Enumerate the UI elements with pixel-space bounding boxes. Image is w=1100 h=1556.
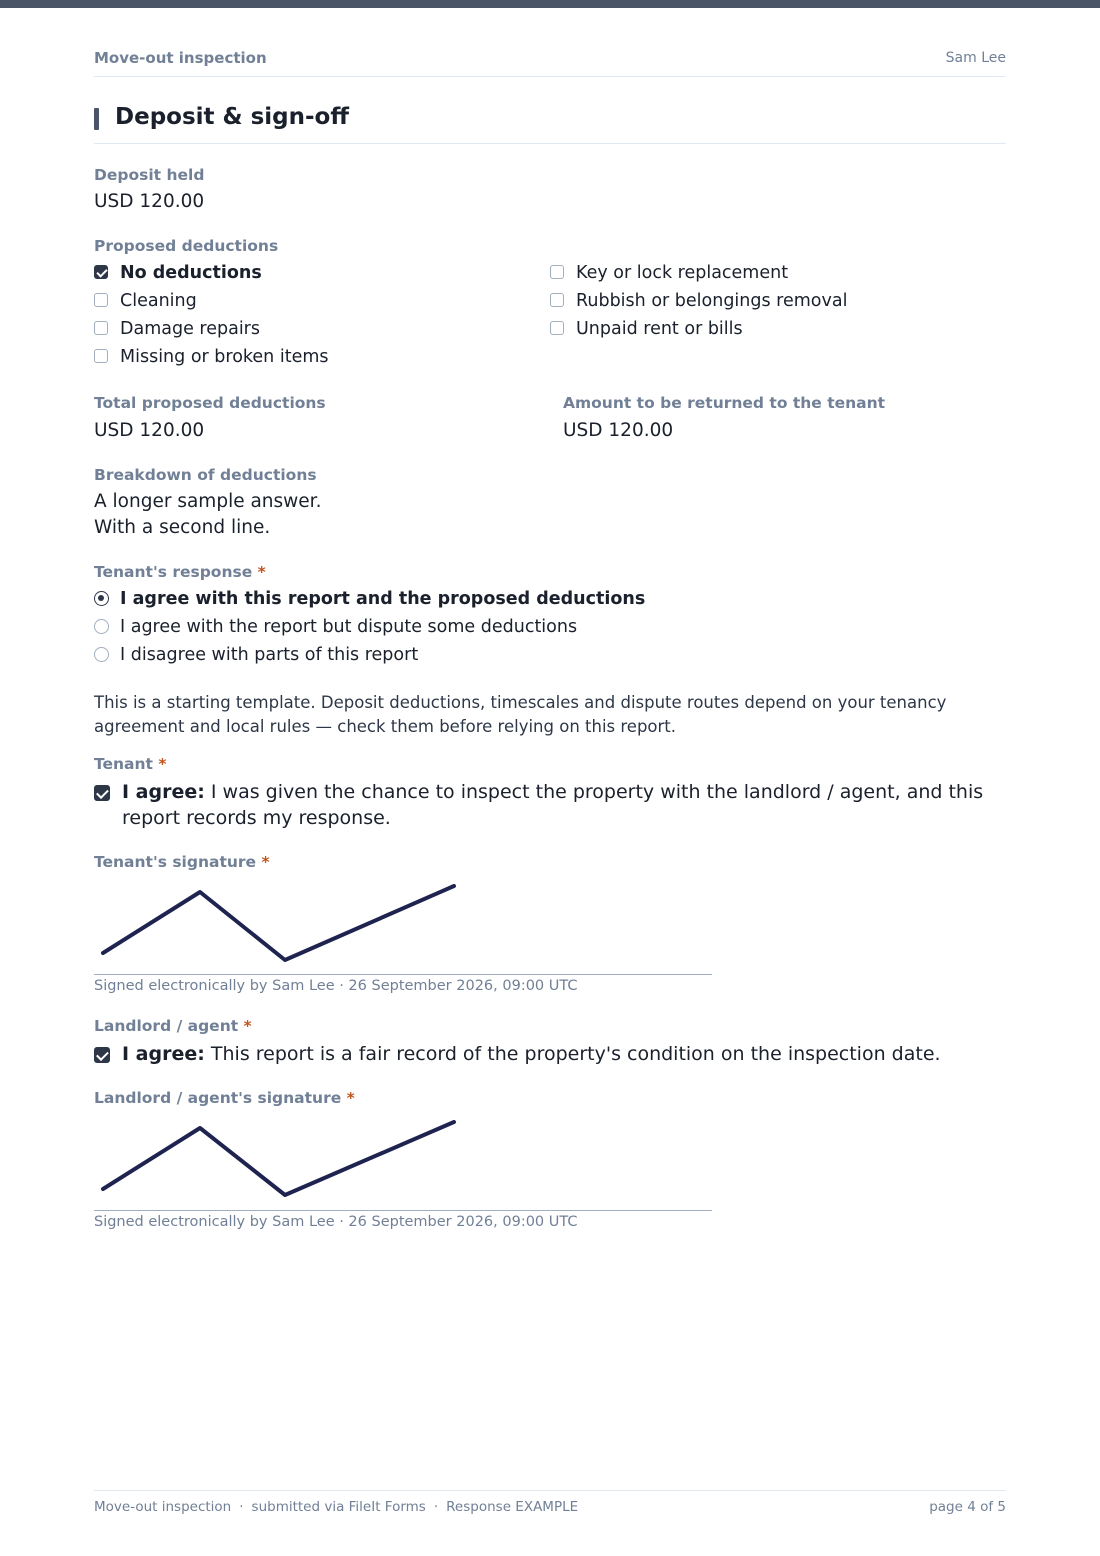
- checkbox[interactable]: [550, 321, 564, 335]
- landlord-signature-label-text: Landlord / agent's signature: [94, 1089, 342, 1107]
- tenant-agree-text: [122, 779, 1006, 831]
- option-label: I disagree with parts of this report: [120, 645, 419, 665]
- tenant-signature-label-text: Tenant's signature: [94, 853, 257, 871]
- breakdown-line-1: A longer sample answer.: [94, 491, 322, 512]
- landlord-label: [94, 1017, 252, 1035]
- tenant-signature-label: [94, 853, 270, 871]
- top-accent-bar: [0, 0, 1100, 8]
- landlord-signature-caption: Signed electronically by Sam Lee · 26 September 2026, 09:00 UTC: [94, 1214, 578, 1230]
- amount-returned-label: Amount to be returned to the tenant: [563, 394, 886, 412]
- option-label: Missing or broken items: [120, 347, 329, 367]
- form-title: Move-out inspection: [94, 49, 267, 67]
- landlord-agree-text: [122, 1041, 1006, 1067]
- amount-returned-value: USD 120.00: [563, 420, 674, 441]
- page-footer: [94, 1490, 1006, 1521]
- footer-info: [94, 1499, 578, 1515]
- section-header: [94, 104, 1006, 144]
- checkbox[interactable]: [94, 293, 108, 307]
- breakdown-line-2: With a second line.: [94, 517, 271, 538]
- option-label: I agree with this report and the proposed deductions: [120, 589, 646, 609]
- option-label: Damage repairs: [120, 319, 260, 339]
- option-label: Cleaning: [120, 291, 197, 311]
- required-mark: *: [257, 563, 266, 581]
- proposed-deductions-label: Proposed deductions: [94, 237, 279, 255]
- checkbox[interactable]: [94, 321, 108, 335]
- footer-response-id: Response EXAMPLE: [446, 1499, 579, 1515]
- required-mark: *: [243, 1017, 252, 1035]
- checkbox[interactable]: [94, 349, 108, 363]
- landlord-signature-pad[interactable]: [94, 1112, 712, 1211]
- checkbox-checked[interactable]: [94, 785, 110, 801]
- required-mark: *: [261, 853, 270, 871]
- checkbox[interactable]: [550, 293, 564, 307]
- tenant-label: [94, 755, 166, 773]
- page-number: page 4 of 5: [929, 1499, 1006, 1515]
- landlord-signature-label: [94, 1089, 355, 1107]
- total-deductions-value: USD 120.00: [94, 420, 205, 441]
- tenant-signature-image: [94, 876, 712, 974]
- footer-form-name: Move-out inspection: [94, 1499, 232, 1515]
- total-deductions-label: Total proposed deductions: [94, 394, 326, 412]
- tenant-signature-pad[interactable]: [94, 876, 712, 975]
- breakdown-label: Breakdown of deductions: [94, 466, 317, 484]
- option-label: I agree with the report but dispute some deductions: [120, 617, 578, 637]
- tenant-response-label-text: Tenant's response: [94, 563, 253, 581]
- checkbox-checked[interactable]: [94, 265, 108, 279]
- option-label: Rubbish or belongings removal: [576, 291, 848, 311]
- section-title: Deposit & sign-off: [115, 104, 349, 130]
- agree-statement: I was given the chance to inspect the property with the landlord / agent, and this report records my response.: [122, 781, 984, 829]
- required-mark: *: [158, 755, 167, 773]
- option-label: No deductions: [120, 263, 262, 283]
- landlord-signature-image: [94, 1112, 712, 1210]
- page-header: [94, 48, 1006, 77]
- agree-statement: This report is a fair record of the property's condition on the inspection date.: [210, 1043, 941, 1065]
- radio[interactable]: [94, 619, 109, 634]
- checkbox[interactable]: [550, 265, 564, 279]
- deposit-held-label: Deposit held: [94, 166, 205, 184]
- required-mark: *: [346, 1089, 355, 1107]
- section-accent-bar: [94, 108, 99, 130]
- checkbox-checked[interactable]: [94, 1047, 110, 1063]
- landlord-label-text: Landlord / agent: [94, 1017, 239, 1035]
- landlord-agree-checkbox-row[interactable]: [94, 1041, 1006, 1067]
- tenant-agree-checkbox-row[interactable]: [94, 779, 1006, 831]
- tenant-signature-caption: Signed electronically by Sam Lee · 26 September 2026, 09:00 UTC: [94, 978, 578, 994]
- radio-selected[interactable]: [94, 591, 109, 606]
- agree-prefix: I agree:: [122, 781, 205, 803]
- tenant-label-text: Tenant: [94, 755, 153, 773]
- template-note: This is a starting template. Deposit deductions, timescales and dispute routes depend on your tenancy agreement and local rules — check them before relying on this report.: [94, 693, 947, 736]
- user-name: Sam Lee: [945, 50, 1006, 66]
- option-label: Unpaid rent or bills: [576, 319, 743, 339]
- radio[interactable]: [94, 647, 109, 662]
- footer-separator: ·: [433, 1499, 439, 1515]
- agree-prefix: I agree:: [122, 1043, 205, 1065]
- tenant-response-label: [94, 563, 266, 581]
- footer-submitted: submitted via FileIt Forms: [251, 1499, 426, 1515]
- option-label: Key or lock replacement: [576, 263, 789, 283]
- footer-separator: ·: [239, 1499, 244, 1515]
- deposit-held-value: USD 120.00: [94, 191, 205, 212]
